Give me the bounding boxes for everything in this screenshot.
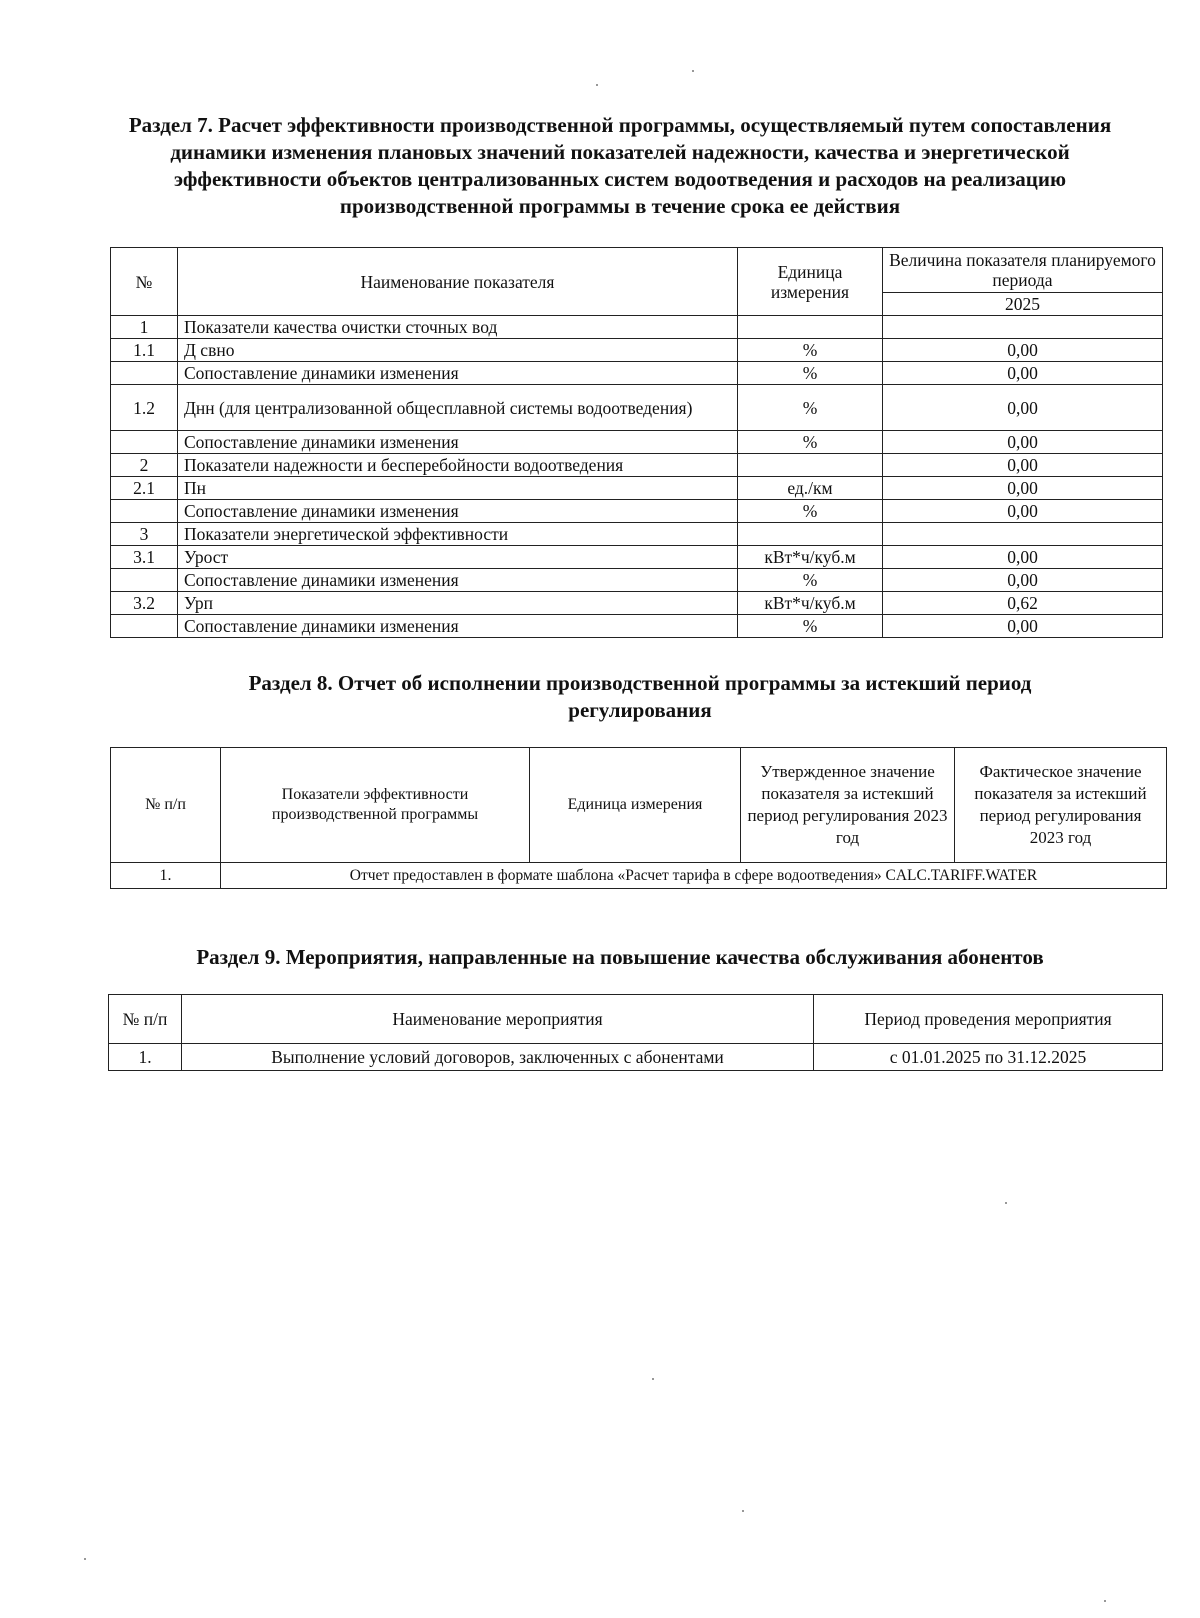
row-value (883, 316, 1163, 339)
row-note: Отчет предоставлен в формате шаблона «Расчет тарифа в сфере водоотведения» CALC.TARIFF.WATER (221, 863, 1167, 889)
table-row (111, 431, 1163, 454)
row-name: Сопоставление динамики изменения (178, 615, 738, 638)
row-num: 1.1 (111, 339, 178, 362)
row-name: Сопоставление динамики изменения (178, 431, 738, 454)
s9-header-num: № п/п (109, 995, 182, 1044)
row-num: 1.2 (111, 385, 178, 431)
row-name: Выполнение условий договоров, заключенных с абонентами (182, 1044, 814, 1071)
s7-header-year: 2025 (883, 293, 1163, 316)
row-value: 0,00 (883, 569, 1163, 592)
row-num: 1 (111, 316, 178, 339)
s8-header-approved: Утвержденное значение показателя за истекший период регулирования 2023 год (741, 748, 955, 863)
table-row (111, 592, 1163, 615)
row-num: 1. (109, 1044, 182, 1071)
row-name: Сопоставление динамики изменения (178, 362, 738, 385)
row-num (111, 362, 178, 385)
row-name: Сопоставление динамики изменения (178, 500, 738, 523)
row-value: 0,00 (883, 431, 1163, 454)
row-unit: % (738, 500, 883, 523)
table-row (111, 569, 1163, 592)
row-num: 1. (111, 863, 221, 889)
row-value: 0,00 (883, 454, 1163, 477)
table-row (109, 1044, 1163, 1071)
row-value: 0,00 (883, 385, 1163, 431)
row-name: Пн (178, 477, 738, 500)
section7-title: Раздел 7. Расчет эффективности производственной программы, осуществляемый путем сопоставления динамики изменения плановых значений показателей надежности, качества и энергетической эффективности объектов централизованных систем водоотведения и расходов на реализацию производственной программы в течение срока ее действия (128, 113, 1112, 218)
row-num: 3 (111, 523, 178, 546)
s7-header-name: Наименование показателя (178, 248, 738, 316)
table-row (111, 454, 1163, 477)
row-value: 0,00 (883, 500, 1163, 523)
table-row (111, 477, 1163, 500)
row-unit: % (738, 385, 883, 431)
row-value: 0,00 (883, 546, 1163, 569)
row-unit: % (738, 362, 883, 385)
section7-table (110, 247, 1163, 638)
row-unit: % (738, 615, 883, 638)
row-unit (738, 523, 883, 546)
row-name: Д свно (178, 339, 738, 362)
s8-header-actual: Фактическое значение показателя за истекший период регулирования 2023 год (955, 748, 1167, 863)
s7-header-value: Величина показателя планируемого периода (883, 248, 1163, 293)
section8-table (110, 747, 1167, 889)
table-row (111, 316, 1163, 339)
scan-speck (1005, 1202, 1007, 1204)
row-unit (738, 454, 883, 477)
scan-speck (596, 84, 598, 86)
s9-header-period: Период проведения мероприятия (814, 995, 1163, 1044)
row-name: Днн (для централизованной общесплавной системы водоотведения) (178, 385, 738, 431)
row-unit: кВт*ч/куб.м (738, 592, 883, 615)
s7-header-num: № (111, 248, 178, 316)
table-row (111, 385, 1163, 431)
row-value: 0,00 (883, 477, 1163, 500)
scan-speck (742, 1510, 744, 1512)
row-name: Показатели энергетической эффективности (178, 523, 738, 546)
row-unit: кВт*ч/куб.м (738, 546, 883, 569)
row-unit (738, 316, 883, 339)
table-row (111, 339, 1163, 362)
row-num (111, 615, 178, 638)
s8-header-name: Показатели эффективности производственной программы (221, 748, 530, 863)
row-value: 0,00 (883, 615, 1163, 638)
row-name: Сопоставление динамики изменения (178, 569, 738, 592)
s9-header-name: Наименование мероприятия (182, 995, 814, 1044)
table-row (111, 863, 1167, 889)
row-unit: ед./км (738, 477, 883, 500)
scan-speck (652, 1378, 654, 1380)
section8-title: Раздел 8. Отчет об исполнении производственной программы за истекший период регулирования (248, 671, 1032, 722)
row-unit: % (738, 431, 883, 454)
scan-speck (84, 1558, 86, 1560)
row-num (111, 500, 178, 523)
s7-header-unit: Единица измерения (738, 248, 883, 316)
row-num: 2 (111, 454, 178, 477)
row-num: 2.1 (111, 477, 178, 500)
row-period: с 01.01.2025 по 31.12.2025 (814, 1044, 1163, 1071)
row-value (883, 523, 1163, 546)
row-name: Показатели качества очистки сточных вод (178, 316, 738, 339)
s8-header-num: № п/п (111, 748, 221, 863)
section9-table (108, 994, 1163, 1071)
row-num: 3.2 (111, 592, 178, 615)
table-row (111, 500, 1163, 523)
table-row (111, 523, 1163, 546)
table-row (111, 546, 1163, 569)
row-name: Показатели надежности и бесперебойности водоотведения (178, 454, 738, 477)
s8-header-unit: Единица измерения (530, 748, 741, 863)
row-value: 0,62 (883, 592, 1163, 615)
table-row (111, 362, 1163, 385)
scan-speck (1104, 1600, 1106, 1602)
row-num (111, 569, 178, 592)
table-row (111, 615, 1163, 638)
row-num (111, 431, 178, 454)
scan-speck (692, 70, 694, 72)
row-value: 0,00 (883, 362, 1163, 385)
row-name: Урп (178, 592, 738, 615)
section9-title: Раздел 9. Мероприятия, направленные на повышение качества обслуживания абонентов (196, 945, 1044, 969)
row-unit: % (738, 339, 883, 362)
row-value: 0,00 (883, 339, 1163, 362)
row-name: Урост (178, 546, 738, 569)
row-num: 3.1 (111, 546, 178, 569)
row-unit: % (738, 569, 883, 592)
